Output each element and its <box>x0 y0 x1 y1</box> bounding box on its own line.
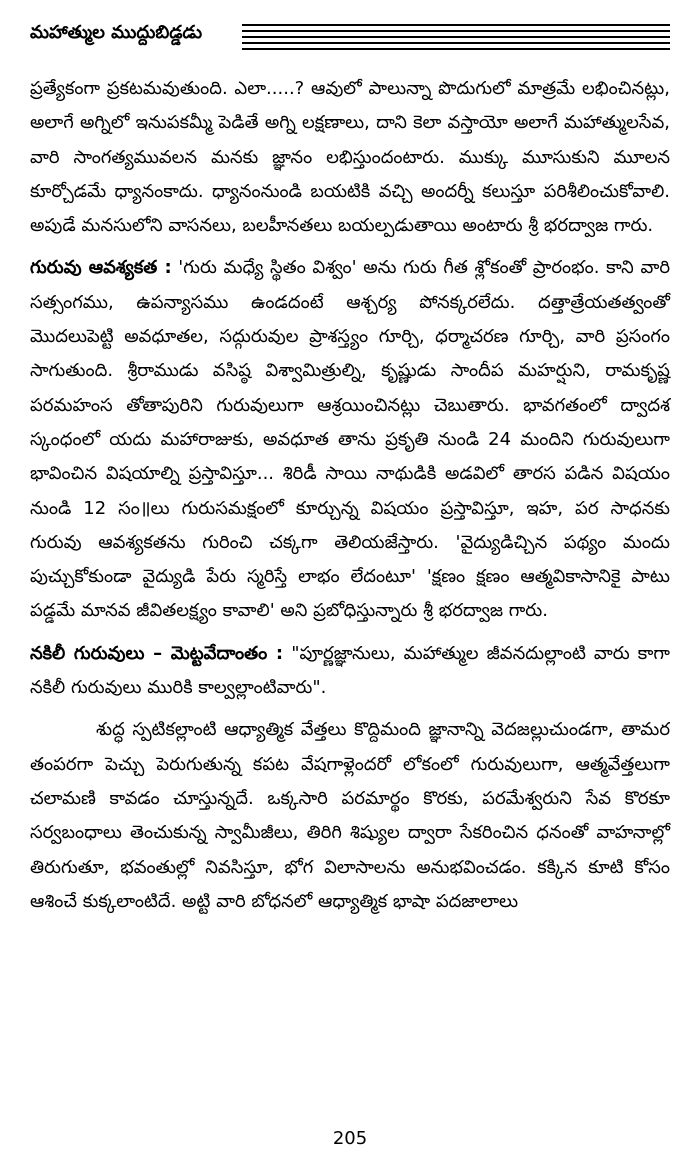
paragraph-text: "పూర్ణజ్ఞానులు, మహాత్ముల జీవనదుల్లాంటి వారు కాగా నకిలీ గురువులు మురికి కాల్వల్లాంటివారు". <box>30 642 670 699</box>
paragraph <box>30 251 670 628</box>
header-rule-lines <box>242 24 670 54</box>
paragraph <box>30 713 670 919</box>
page-header <box>30 12 670 62</box>
paragraph-text: 'గురు మధ్యే స్థితం విశ్వం' అను గురు గీత శ్లోకంతో ప్రారంభం. కాని వారి సత్సంగము, ఉపన్యాసము ఉండదంటే ఆశ్చర్య పోనక్కరలేదు. దత్తాత్రేయతత్వంతో మొదలుపెట్టి అవధూతల, సద్గురువుల ప్రాశస్త్యం గూర్చి, ధర్మాచరణ గూర్చి, వారి ప్రసంగం సాగుతుంది. శ్రీరాముడు వసిష్ఠ విశ్వామిత్రుల్ని, కృష్ణుడు సాందీప మహర్షుని, రామకృష్ణ పరమహంస తోతాపురిని గురువులుగా ఆశ్రయించినట్లు చెబుతారు. భావగతంలో ద్వాదశ స్కంధంలో యదు మహారాజుకు, అవధూత తాను ప్రకృతి నుండి 24 మందిని గురువులుగా భావించిన విషయాల్ని ప్రస్తావిస్తూ... శిరిడీ సాయి నాథుడికి అడవిలో తారస పడిన విషయం నుండి 12 సం॥లు గురుసమక్షంలో కూర్చున్న విషయం ప్రస్తావిస్తూ, ఇహ, పర సాధనకు గురువు ఆవశ్యకతను గురించి చక్కగా తెలియజేస్తారు. 'వైద్యుడిచ్చిన పథ్యం మందు పుచ్చుకోకుండా వైద్యుడి పేరు స్మరిస్తే లాభం లేదంటూ' 'క్షణం క్షణం ఆత్మవికాసానికై పాటు పడ్డమే మానవ జీవితలక్ష్యం కావాలి' అని ప్రబోధిస్తున్నారు శ్రీ భరద్వాజ గారు. <box>30 257 670 622</box>
paragraph-text: ప్రత్యేకంగా ప్రకటమవుతుంది. ఎలా.....? ఆవులో పాలున్నా పొదుగులో మాత్రమే లభించినట్లు, అలాగే అగ్నిలో ఇనుపకమ్మీ పెడితే అగ్ని లక్షణాలు, దాని కెలా వస్తాయో అలాగే మహాత్ములసేవ, వారి సాంగత్యమువలన మనకు జ్ఞానం లభిస్తుందంటారు. ముక్కు మూసుకుని మూలన కూర్చోడమే ధ్యానంకాదు. ధ్యానంనుండి బయటికి వచ్చి అందర్నీ కలుస్తూ పరిశీలించుకోవాలి. అపుడే మనసులోని వాసనలు, బలహీనతలు బయల్పడుతాయి అంటారు శ్రీ భరద్వాజ గారు. <box>30 78 670 237</box>
header-rule <box>242 24 670 26</box>
running-title: మహాత్ముల ముద్దుబిడ్డడు <box>30 22 203 43</box>
page-body <box>30 72 670 927</box>
paragraph <box>30 72 670 243</box>
header-rule <box>242 48 670 50</box>
page-number: 205 <box>332 1128 368 1149</box>
header-rule <box>242 30 670 32</box>
header-rule <box>242 42 670 44</box>
paragraph-heading: గురువు ఆవశ్యకత : <box>30 257 172 279</box>
paragraph-heading: నకిలీ గురువులు – మెట్టవేదాంతం : <box>30 642 284 664</box>
paragraph-text: శుద్ధ స్పటికల్లాంటి ఆధ్యాత్మిక వేత్తలు కొద్దిమంది జ్ఞానాన్ని వెదజల్లుచుండగా, తామర తంపరగా పెచ్చు పెరుగుతున్న కపట వేషగాళ్లెందరో లోకంలో గురువులుగా, ఆత్మవేత్తలుగా చలామణి కావడం చూస్తున్నదే. ఒక్కసారి పరమార్థం కొరకు, పరమేశ్వరుని సేవ కొరకూ సర్వబంధాలు తెంచుకున్న స్వామీజీలు, తిరిగి శిష్యుల ద్వారా సేకరించిన ధనంతో వాహనాల్లో తిరుగుతూ, భవంతుల్లో నివసిస్తూ, భోగ విలాసాలను అనుభవించడం. కక్కిన కూటి కోసం ఆశించే కుక్కలాంటిదే. అట్టి వారి బోధనలో ఆధ్యాత్మిక భాషా పదజాలాలు <box>30 719 670 912</box>
paragraph <box>30 637 670 706</box>
header-rule <box>242 36 670 38</box>
